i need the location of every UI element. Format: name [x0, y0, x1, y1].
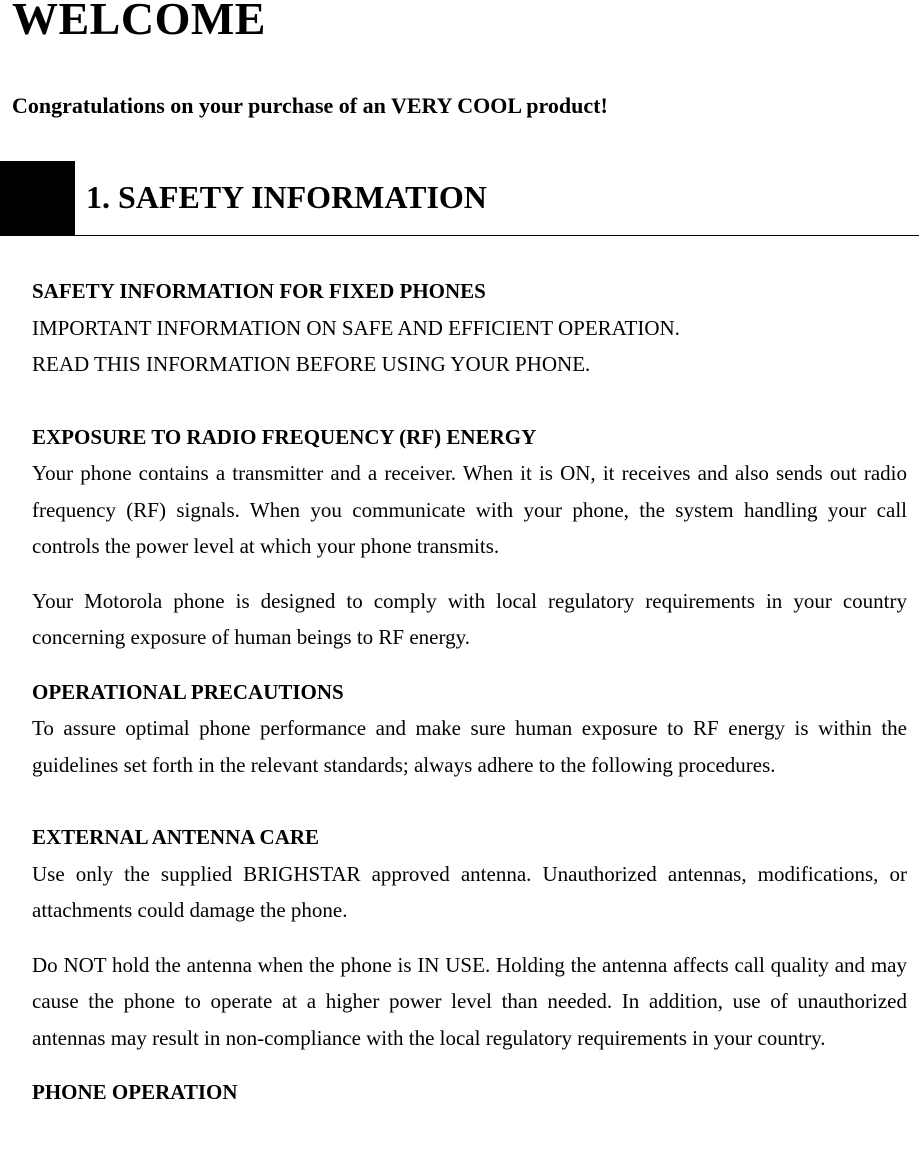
- phone-operation-heading: PHONE OPERATION: [32, 1080, 238, 1104]
- antenna-paragraph-1: Use only the supplied BRIGHSTAR approved antenna. Unauthorized antennas, modifications, or attachments could damage the phone.: [32, 861, 907, 922]
- antenna-paragraph-2: Do NOT hold the antenna when the phone is IN USE. Holding the antenna affects call quality and may cause the phone to operate at a higher power level than needed. In addition, use of unauthorized antennas may result in non-compliance with the local regulatory requirements in your country.: [32, 952, 907, 1050]
- rf-paragraph-1: Your phone contains a transmitter and a receiver. When it is ON, it receives and also sends out radio frequency (RF) signals. When you communicate with your phone, the system handling your call controls the power level at which your phone transmits.: [32, 461, 907, 558]
- rf-heading: EXPOSURE TO RADIO FREQUENCY (RF) ENERGY: [32, 424, 537, 449]
- page-title: WELCOME: [12, 0, 266, 44]
- safety-heading: SAFETY INFORMATION FOR FIXED PHONES: [32, 279, 486, 303]
- antenna-heading: EXTERNAL ANTENNA CARE: [32, 825, 320, 849]
- section-marker-block: [0, 161, 75, 236]
- section-divider: [75, 235, 919, 236]
- section-header: [0, 161, 919, 236]
- rf-paragraph-2: Your Motorola phone is designed to comply with local regulatory requirements in your country concerning exposure of human beings to RF energy.: [32, 588, 907, 649]
- read-line: READ THIS INFORMATION BEFORE USING YOUR PHONE.: [32, 352, 591, 376]
- operational-paragraph: To assure optimal phone performance and make sure human exposure to RF energy is within the guidelines set forth in the relevant standards; always adhere to the following procedures.: [32, 716, 907, 777]
- important-line: IMPORTANT INFORMATION ON SAFE AND EFFICIENT OPERATION.: [32, 315, 680, 340]
- document-body: [32, 273, 907, 1111]
- operational-heading: OPERATIONAL PRECAUTIONS: [32, 679, 344, 704]
- congratulations-text: Congratulations on your purchase of an VERY COOL product!: [12, 93, 608, 118]
- section-title: 1. SAFETY INFORMATION: [86, 179, 487, 215]
